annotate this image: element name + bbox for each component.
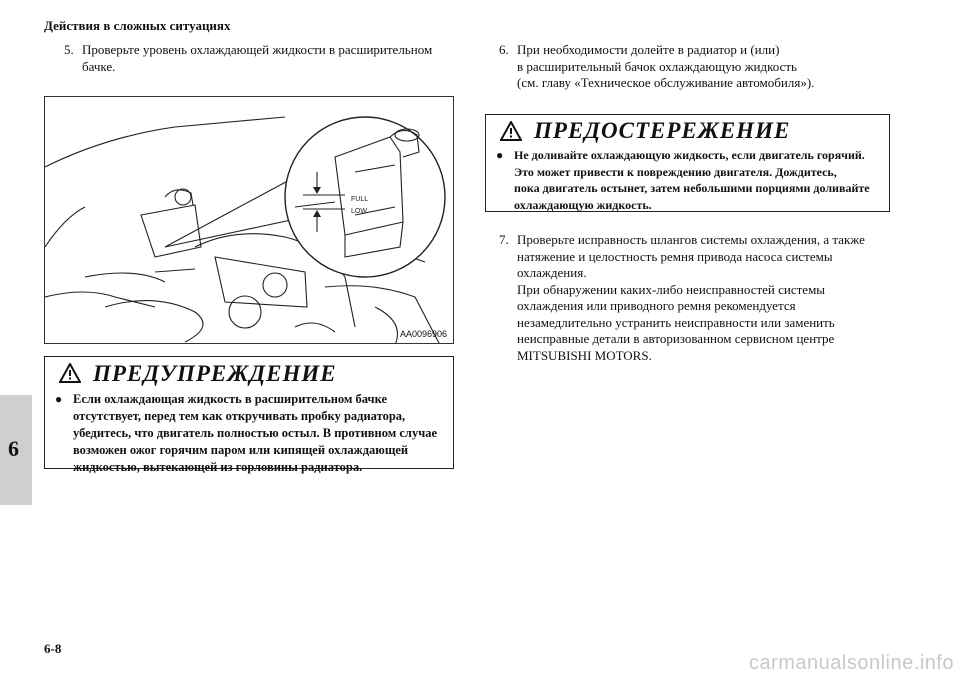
warning-title: ПРЕДУПРЕЖДЕНИЕ — [93, 361, 337, 386]
step-number: 5. — [64, 42, 74, 57]
caution-text: Не доливайте охлаждающую жидкость, если двигатель горячий. Это может привести к повреждению двигателя. Дождитесь, пока двигатель остынет, затем небольшими порциями доливайте охлаждающую жидкость. — [514, 148, 870, 212]
page-number: 6-8 — [44, 641, 62, 656]
caution-title: ПРЕДОСТЕРЕЖЕНИЕ — [534, 118, 791, 143]
engine-figure — [44, 96, 454, 344]
step-5 — [64, 42, 464, 76]
step-6 — [499, 42, 919, 94]
caution-body — [486, 147, 889, 217]
bullet-icon: ● — [496, 148, 504, 162]
section-header: Действия в сложных ситуациях — [44, 18, 231, 33]
warning-text: Если охлаждающая жидкость в расширительном бачке отсутствует, перед тем как откручивать пробку радиатора, убедитесь, что двигатель полностью остыл. В противном случае возможен ожог горячим паром или кипящей охлаждающей жидкостью, вытекающей из горловины радиатора. — [73, 392, 438, 474]
step-text: Проверьте исправность шлангов системы охлаждения, а также натяжение и целостность ремня привода насоса системы охлаждения. При обнаружении каких-либо неисправностей системы охлаждения или приводного ремня рекомендуется незамедлительно устранить неисправности или заменить неисправные детали в авторизованном сервисном центре MITSUBISHI MOTORS. — [517, 232, 865, 363]
warning-triangle-icon — [59, 363, 81, 383]
warning-box — [44, 356, 454, 474]
step-7 — [499, 232, 919, 366]
step-number: 6. — [499, 42, 509, 57]
chapter-number: 6 — [8, 436, 19, 461]
caution-header — [486, 115, 889, 147]
full-mark-label: FULL — [351, 196, 369, 203]
caution-box — [485, 114, 890, 212]
warning-body — [45, 391, 453, 480]
step-number: 7. — [499, 232, 509, 247]
figure-code: AA0096906 — [399, 329, 447, 339]
step-text: При необходимости долейте в радиатор и (или) в расширительный бачок охлаждающую жидкость (см. главу «Техническое обслуживание автомобиля»). — [517, 42, 815, 90]
low-mark-label: LOW — [351, 208, 367, 215]
step-text: Проверьте уровень охлаждающей жидкости в расширительном бачке. — [82, 42, 433, 74]
bullet-icon: ● — [55, 392, 63, 406]
engine-illustration — [45, 97, 454, 344]
warning-triangle-icon — [500, 121, 522, 141]
warning-header — [45, 357, 453, 391]
watermark: carmanualsonline.info — [748, 652, 954, 674]
